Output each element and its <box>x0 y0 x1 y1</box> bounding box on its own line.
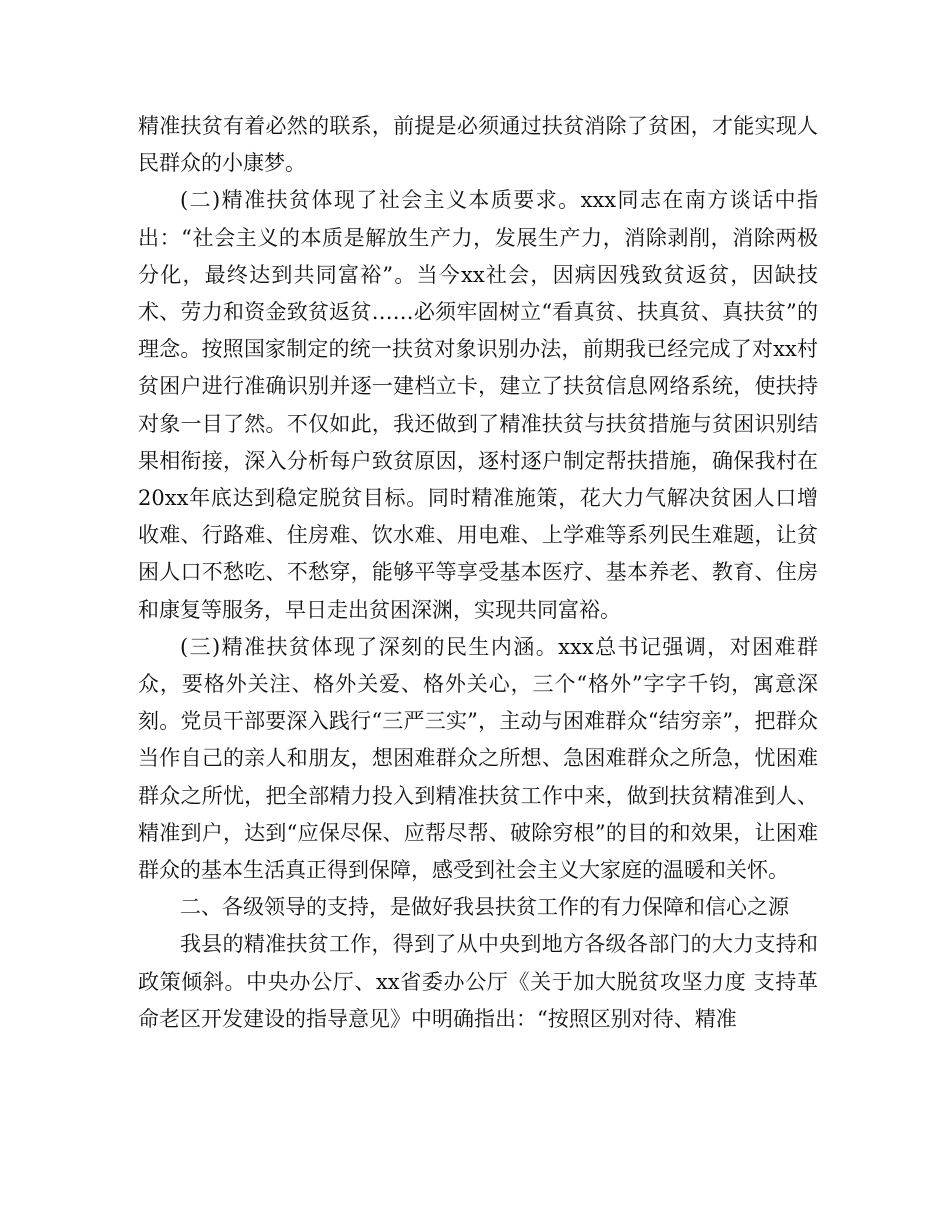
paragraph-continuation: 精准扶贫有着必然的联系，前提是必须通过扶贫消除了贫困，才能实现人民群众的小康梦。 <box>138 114 818 176</box>
document-body <box>138 108 818 1038</box>
paragraph-section-2: (二)精准扶贫体现了社会主义本质要求。xxx同志在南方谈话中指出：“社会主义的本质是解放生产力，发展生产力，消除剥削，消除两极分化，最终达到共同富裕”。当今xx社会，因病因残致贫返贫，因缺技术、劳力和资金致贫返贫……必须牢固树立“看真贫、扶真贫、真扶贫”的理念。按照国家制定的统一扶贫对象识别办法，前期我已经完成了对xx村贫困户进行准确识别并逐一建档立卡，建立了扶贫信息网络系统，使扶持对象一目了然。不仅如此，我还做到了精准扶贫与扶贫措施与贫困识别结果相衔接，深入分析每户致贫原因，逐村逐户制定帮扶措施，确保我村在20xx年底达到稳定脱贫目标。同时精准施策，花大力气解决贫困人口增收难、行路难、住房难、饮水难、用电难、上学难等系列民生难题，让贫困人口不愁吃、不愁穿，能够平等享受基本医疗、基本养老、教育、住房和康复等服务，早日走出贫困深渊，实现共同富裕。 <box>138 188 818 622</box>
paragraph-section-3: (三)精准扶贫体现了深刻的民生内涵。xxx总书记强调，对困难群众，要格外关注、格外关爱、格外关心，三个“格外”字字千钧，寓意深刻。党员干部要深入践行“三严三实”，主动与困难群众“结穷亲”，把群众当作自己的亲人和朋友，想困难群众之所想、急困难群众之所急，忧困难群众之所忧，把全部精力投入到精准扶贫工作中来，做到扶贫精准到人、精准到户，达到“应保尽保、应帮尽帮、破除穷根”的目的和效果，让困难群众的基本生活真正得到保障，感受到社会主义大家庭的温暖和关怀。 <box>138 634 818 883</box>
paragraph-county-support: 我县的精准扶贫工作，得到了从中央到地方各级各部门的大力支持和政策倾斜。中央办公厅、xx省委办公厅《关于加大脱贫攻坚力度 支持革命老区开发建设的指导意见》中明确指出：“按照区别对待、精准 <box>138 932 818 1031</box>
section-heading: 二、各级领导的支持，是做好我县扶贫工作的有力保障和信心之源 <box>180 895 789 920</box>
